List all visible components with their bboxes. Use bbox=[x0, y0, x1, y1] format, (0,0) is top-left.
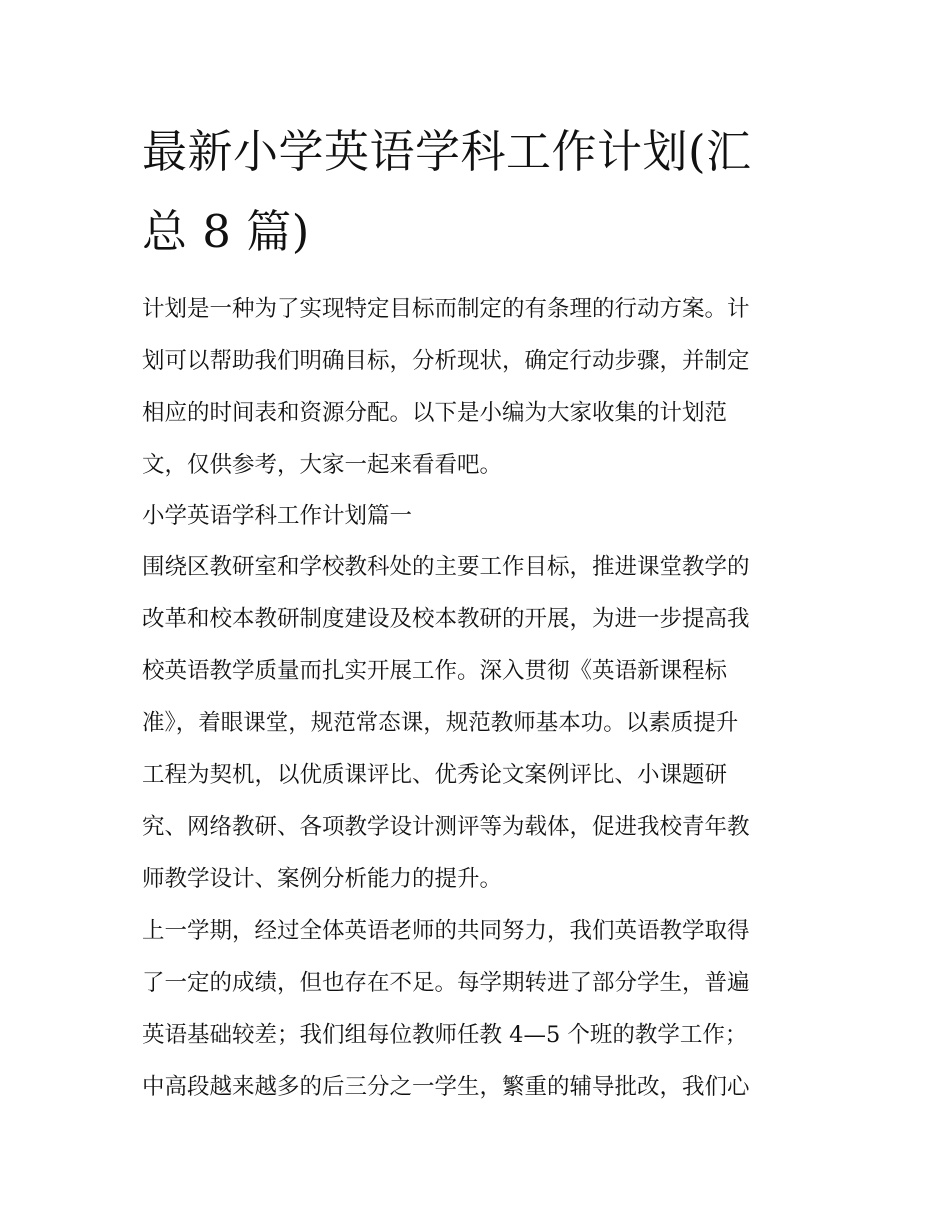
text-line: 文，仅供参考，大家一起来看看吧。 bbox=[142, 452, 503, 478]
text-line: 计划是一种为了实现特定目标而制定的有条理的行动方案。计 bbox=[142, 296, 750, 322]
body-paragraph bbox=[142, 905, 814, 1113]
text-line: 划可以帮助我们明确目标，分析现状，确定行动步骤，并制定 bbox=[142, 348, 750, 374]
text-line: 准》，着眼课堂，规范常态课，规范教师基本功。以素质提升 bbox=[142, 710, 739, 736]
text-line: 围绕区教研室和学校教科处的主要工作目标，推进课堂教学的 bbox=[142, 554, 750, 580]
document-content bbox=[142, 112, 814, 1113]
intro-paragraph bbox=[142, 283, 814, 491]
document-title bbox=[142, 112, 814, 272]
section-heading: 小学英语学科工作计划篇一 bbox=[142, 503, 413, 529]
text-line: 究、网络教研、各项教学设计测评等为载体，促进我校青年教 bbox=[142, 814, 750, 840]
text-line: 中高段越来越多的后三分之一学生，繁重的辅导批改，我们心 bbox=[142, 1074, 750, 1100]
title-line: 最新小学英语学科工作计划(汇 bbox=[142, 125, 752, 178]
text-line: 相应的时间表和资源分配。以下是小编为大家收集的计划范 bbox=[142, 400, 728, 426]
text-line: 了一定的成绩，但也存在不足。每学期转进了部分学生，普遍 bbox=[142, 970, 750, 996]
text-line: 校英语教学质量而扎实开展工作。深入贯彻《英语新课程标 bbox=[142, 658, 728, 684]
text-line: 英语基础较差；我们组每位教师任教 4—5 个班的教学工作； bbox=[142, 1022, 748, 1048]
text-line: 上一学期，经过全体英语老师的共同努力，我们英语教学取得 bbox=[142, 918, 750, 944]
text-line: 改革和校本教研制度建设及校本教研的开展，为进一步提高我 bbox=[142, 606, 750, 632]
document-body bbox=[142, 283, 814, 1113]
title-line: 总 8 篇) bbox=[142, 205, 310, 258]
text-line: 工程为契机，以优质课评比、优秀论文案例评比、小课题研 bbox=[142, 762, 728, 788]
text-line: 师教学设计、案例分析能力的提升。 bbox=[142, 866, 503, 892]
body-paragraph bbox=[142, 541, 814, 905]
